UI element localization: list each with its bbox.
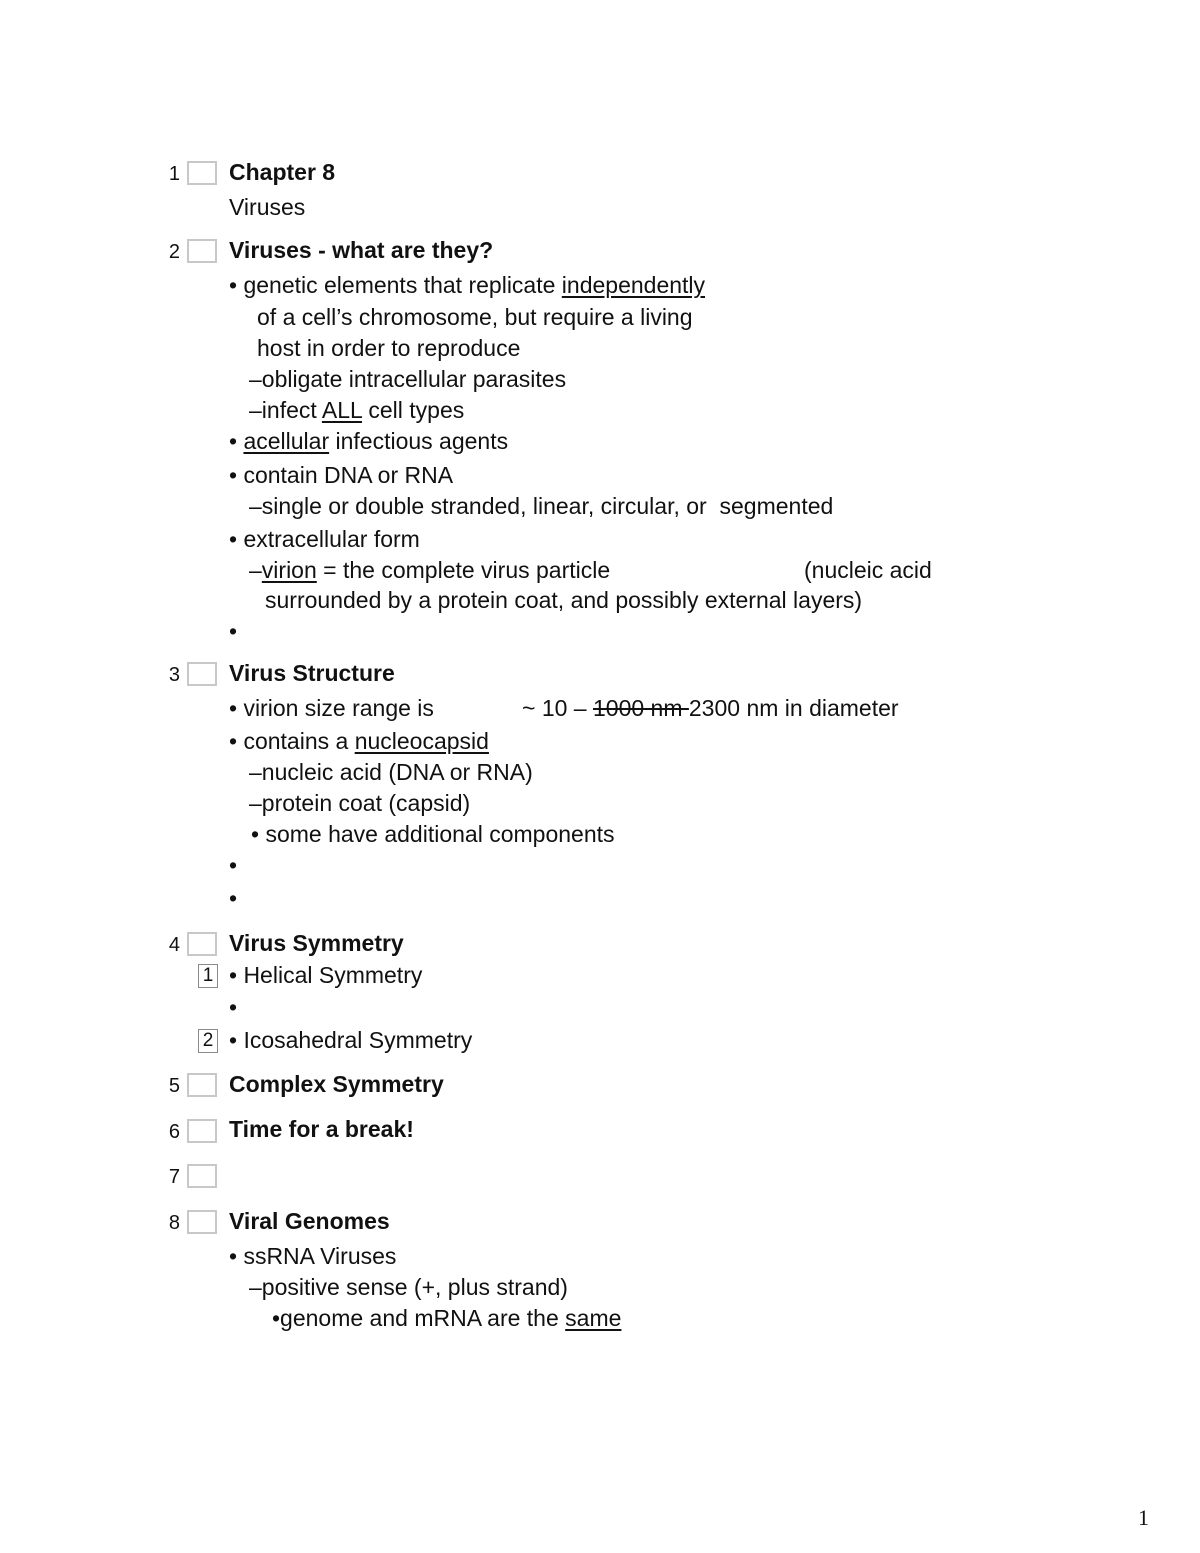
sub-bullet-line: –single or double stranded, linear, circular, or segmented: [249, 493, 834, 519]
animation-badge: 2: [198, 1029, 218, 1053]
slide-thumbnail: [187, 1164, 217, 1188]
text-run: (nucleic acid: [804, 557, 932, 583]
animation-badge: 1: [198, 964, 218, 988]
sub-bullet-line: [249, 556, 610, 584]
slide-thumbnail: [187, 239, 217, 263]
slide-thumbnail: [187, 662, 217, 686]
underlined-text: acellular: [243, 428, 330, 454]
sub-bullet-line: –protein coat (capsid): [249, 790, 471, 816]
bullet-line: • contain DNA or RNA: [229, 462, 454, 488]
slide-title: Viruses - what are they?: [229, 237, 494, 263]
slide-thumbnail: [187, 1119, 217, 1143]
page-number: 1: [1138, 1505, 1149, 1530]
slide-number: 4: [168, 934, 180, 956]
sub-sub-bullet-line: [272, 1304, 621, 1332]
slide-thumbnail: [187, 161, 217, 185]
bullet-line: • virion size range is: [229, 695, 434, 721]
bullet-line: • extracellular form: [229, 526, 420, 552]
underlined-text: ALL: [321, 397, 362, 423]
text-run: –: [249, 557, 262, 583]
text-run: ~ 10 –: [522, 695, 593, 721]
bullet-line: • ssRNA Viruses: [229, 1243, 397, 1269]
continuation-line: host in order to reproduce: [257, 335, 521, 361]
slide-thumbnail: [187, 1210, 217, 1234]
sub-bullet-line: [249, 396, 464, 424]
text-run: 2300 nm in diameter: [688, 695, 899, 721]
text-run: •genome and mRNA are the: [272, 1305, 566, 1331]
continuation-line: surrounded by a protein coat, and possibly external layers): [265, 587, 863, 613]
text-run: •: [229, 428, 244, 454]
text-run: cell types: [361, 397, 465, 423]
underlined-text: nucleocapsid: [354, 728, 489, 754]
slide-title: Viral Genomes: [229, 1208, 390, 1234]
empty-bullet: •: [229, 885, 238, 911]
slide-number: 5: [168, 1075, 180, 1097]
text-run: –infect: [249, 397, 322, 423]
strikethrough-text: 1000 nm: [592, 695, 689, 721]
empty-bullet: •: [229, 994, 238, 1020]
slide-thumbnail: [187, 1073, 217, 1097]
underlined-text: independently: [561, 272, 706, 298]
underlined-text: same: [565, 1305, 622, 1331]
slide-title: Virus Structure: [229, 660, 395, 686]
text-run: infectious agents: [329, 428, 509, 454]
text-run: • genetic elements that replicate: [229, 272, 562, 298]
bullet-line: • Helical Symmetry: [229, 962, 423, 988]
slide-number: 6: [168, 1121, 180, 1143]
sub-bullet-line: –obligate intracellular parasites: [249, 366, 567, 392]
empty-bullet: •: [229, 618, 238, 644]
bullet-line: [229, 727, 489, 755]
slide-subtitle: Viruses: [229, 194, 306, 220]
sub-bullet-line: –nucleic acid (DNA or RNA): [249, 759, 533, 785]
bullet-line: [229, 271, 705, 299]
slide-number: 1: [168, 163, 180, 185]
slide-title: Complex Symmetry: [229, 1071, 444, 1097]
text-run: = the complete virus particle: [316, 557, 611, 583]
underlined-text: virion: [261, 557, 317, 583]
slide-number: 8: [168, 1212, 180, 1234]
slide-title: Time for a break!: [229, 1116, 414, 1142]
slide-title: Chapter 8: [229, 159, 336, 185]
bullet-line: [229, 427, 508, 455]
slide-thumbnail: [187, 932, 217, 956]
slide-number: 7: [168, 1166, 180, 1188]
sub-bullet-line: • some have additional components: [251, 821, 615, 847]
bullet-line-continued: [522, 694, 899, 722]
text-run: • contains a: [229, 728, 355, 754]
slide-number: 2: [168, 241, 180, 263]
continuation-line: of a cell’s chromosome, but require a living: [257, 304, 693, 330]
bullet-line: • Icosahedral Symmetry: [229, 1027, 473, 1053]
empty-bullet: •: [229, 852, 238, 878]
slide-number: 3: [168, 664, 180, 686]
sub-bullet-line: –positive sense (+, plus strand): [249, 1274, 568, 1300]
slide-title: Virus Symmetry: [229, 930, 404, 956]
